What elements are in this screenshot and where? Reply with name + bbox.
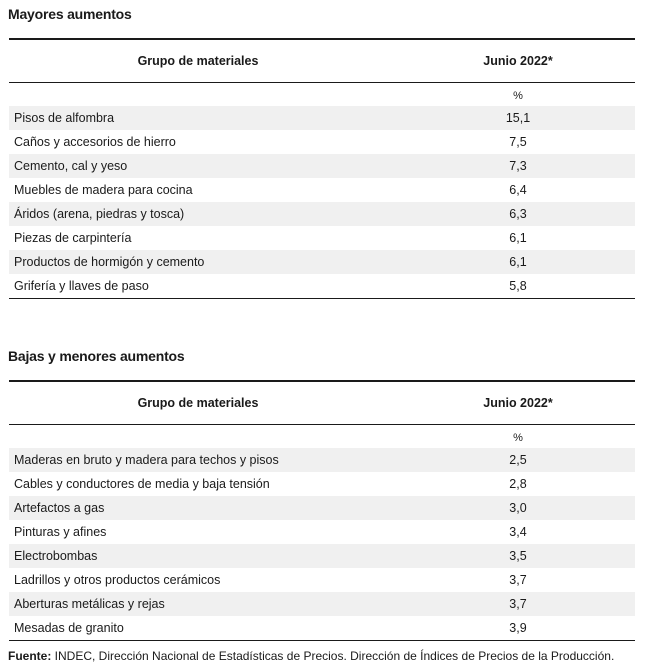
header-rule [9,82,635,83]
table-bottom-rule [9,640,635,641]
table-row [9,226,635,250]
row-material-name: Cemento, cal y yeso [14,159,128,173]
table-row [9,616,635,640]
row-value: 3,0 [509,501,527,515]
table-row [9,544,635,568]
column-header-junio: Junio 2022* [483,54,553,68]
row-value: 7,3 [509,159,527,173]
row-material-name: Mesadas de granito [14,621,124,635]
row-material-name: Cables y conductores de media y baja tensión [14,477,270,491]
row-material-name: Artefactos a gas [14,501,105,515]
column-header-junio: Junio 2022* [483,396,553,410]
row-material-name: Piezas de carpintería [14,231,132,245]
table-row [9,130,635,154]
table-header [9,40,635,80]
row-value: 7,5 [509,135,527,149]
row-value: 3,9 [509,621,527,635]
row-material-name: Pisos de alfombra [14,111,115,125]
row-material-name: Maderas en bruto y madera para techos y pisos [14,453,279,467]
table-row [9,472,635,496]
unit-label: % [513,90,523,102]
row-value: 3,5 [509,549,527,563]
table-row [9,202,635,226]
row-material-name: Ladrillos y otros productos cerámicos [14,573,221,587]
row-value: 2,8 [509,477,527,491]
row-value: 3,4 [509,525,527,539]
row-material-name: Caños y accesorios de hierro [14,135,176,149]
section-title: Mayores aumentos [8,6,132,22]
section-title: Bajas y menores aumentos [8,348,185,364]
row-value: 3,7 [509,597,527,611]
row-material-name: Pinturas y afines [14,525,107,539]
table-row [9,568,635,592]
table-row [9,592,635,616]
table-header [9,382,635,422]
source-text: INDEC, Dirección Nacional de Estadísticas de Precios. Dirección de Índices de Precios de la Producción. [51,649,615,663]
column-header-grupo: Grupo de materiales [137,396,259,410]
table-row [9,496,635,520]
row-value: 6,3 [509,207,527,221]
row-material-name: Aberturas metálicas y rejas [14,597,165,611]
row-material-name: Muebles de madera para cocina [14,183,193,197]
table-row [9,178,635,202]
header-rule [9,424,635,425]
row-value: 6,1 [509,255,527,269]
row-value: 5,8 [509,279,527,293]
table-row [9,106,635,130]
source-label: Fuente: [8,649,52,663]
table-row [9,448,635,472]
row-value: 15,1 [505,111,531,125]
row-material-name: Electrobombas [14,549,98,563]
source-note [8,649,614,663]
table-row [9,520,635,544]
row-value: 2,5 [509,453,527,467]
row-value: 6,1 [509,231,527,245]
row-value: 3,7 [509,573,527,587]
row-material-name: Áridos (arena, piedras y tosca) [14,207,185,221]
row-material-name: Productos de hormigón y cemento [14,255,205,269]
table-bottom-rule [9,298,635,299]
table-row [9,154,635,178]
row-value: 6,4 [509,183,527,197]
table-row [9,274,635,298]
table-row [9,250,635,274]
column-header-grupo: Grupo de materiales [137,54,259,68]
row-material-name: Grifería y llaves de paso [14,279,149,293]
unit-label: % [513,432,523,444]
